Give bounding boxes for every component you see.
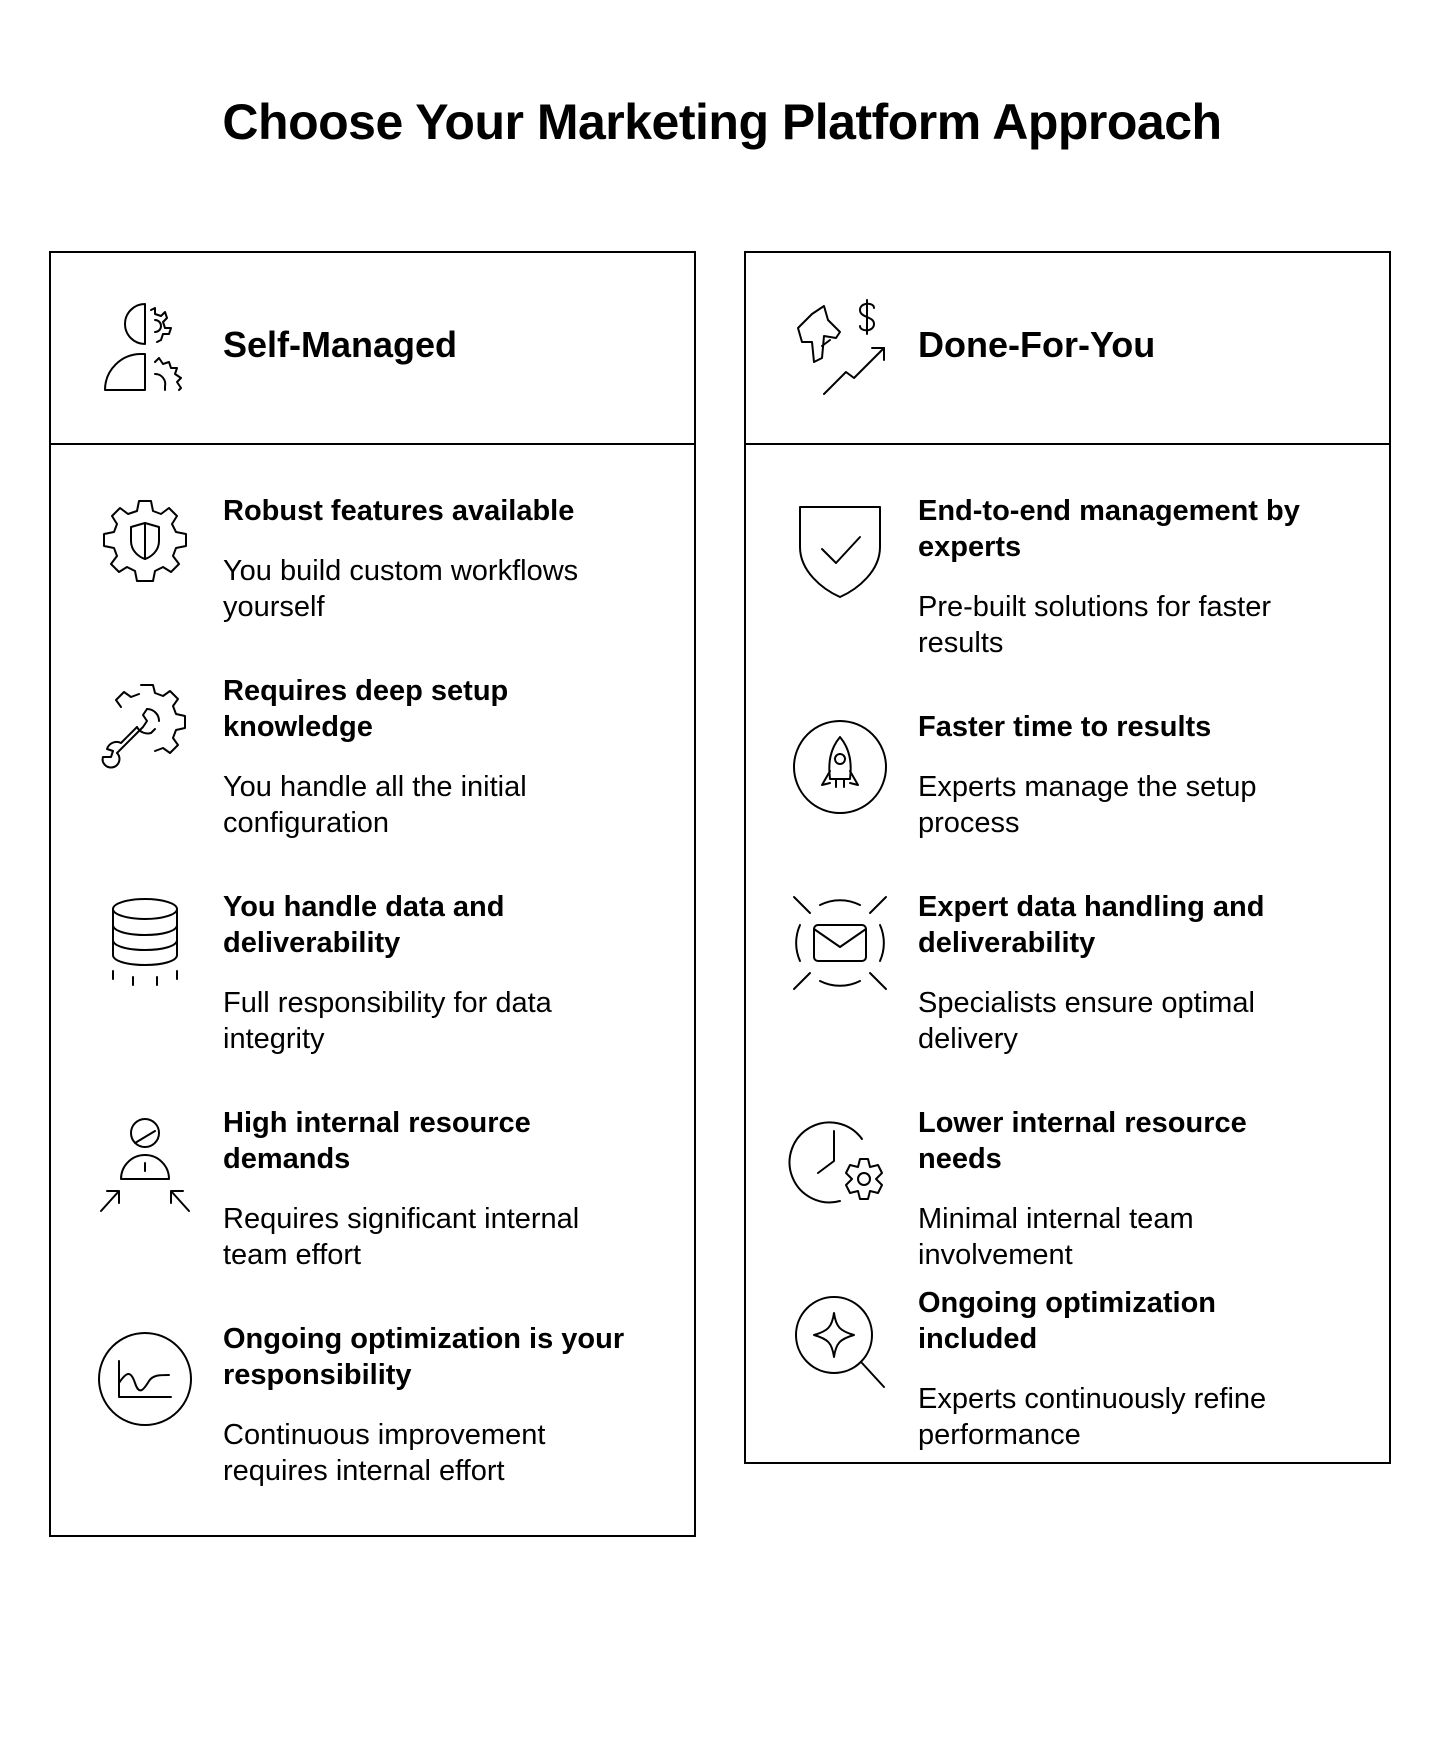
self-managed-header (51, 253, 694, 445)
done-for-you-panel (744, 251, 1391, 1464)
page-title: Choose Your Marketing Platform Approach (222, 94, 1222, 150)
shield-check-icon (792, 503, 888, 599)
item-description: Experts manage the setup process (918, 771, 1257, 839)
item-title: Lower internal resource needs (918, 1107, 1247, 1175)
gear-shield-icon (97, 497, 193, 593)
rocket-circle-icon (792, 719, 888, 815)
person-gears-icon (99, 298, 195, 394)
item-description: Minimal internal team involvement (918, 1203, 1194, 1271)
self-managed-panel (49, 251, 696, 1537)
item-description: You build custom workflows yourself (223, 555, 579, 623)
clock-gear-icon (792, 1117, 888, 1213)
person-arrows-icon (97, 1117, 193, 1213)
item-title: High internal resource demands (223, 1107, 531, 1175)
done-for-you-heading: Done-For-You (918, 324, 1156, 365)
item-description: Experts continuously refine performance (918, 1383, 1267, 1451)
item-title: Requires deep setup knowledge (223, 675, 509, 743)
wrench-gear-icon (97, 677, 193, 773)
item-title: Ongoing optimization is your responsibility (223, 1323, 625, 1391)
item-title: End-to-end management by experts (918, 495, 1300, 563)
item-title: Ongoing optimization included (918, 1287, 1217, 1355)
item-description: Specialists ensure optimal delivery (918, 987, 1255, 1055)
item-description: Full responsibility for data integrity (223, 987, 552, 1055)
self-managed-heading: Self-Managed (223, 324, 458, 365)
done-for-you-header (746, 253, 1389, 445)
item-description: Continuous improvement requires internal effort (223, 1419, 546, 1487)
hand-dollar-growth-icon (794, 298, 890, 394)
chart-circle-icon (97, 1331, 193, 1427)
item-description: Requires significant internal team effort (223, 1203, 580, 1271)
item-description: You handle all the initial configuration (223, 771, 527, 839)
item-title: Expert data handling and deliverability (918, 891, 1265, 959)
item-description: Pre-built solutions for faster results (918, 591, 1271, 659)
envelope-target-icon (792, 895, 888, 991)
database-icon (97, 895, 193, 991)
item-title: Faster time to results (918, 711, 1212, 743)
item-title: Robust features available (223, 495, 575, 527)
magnifier-sparkle-icon (792, 1295, 888, 1391)
item-title: You handle data and deliverability (223, 891, 505, 959)
